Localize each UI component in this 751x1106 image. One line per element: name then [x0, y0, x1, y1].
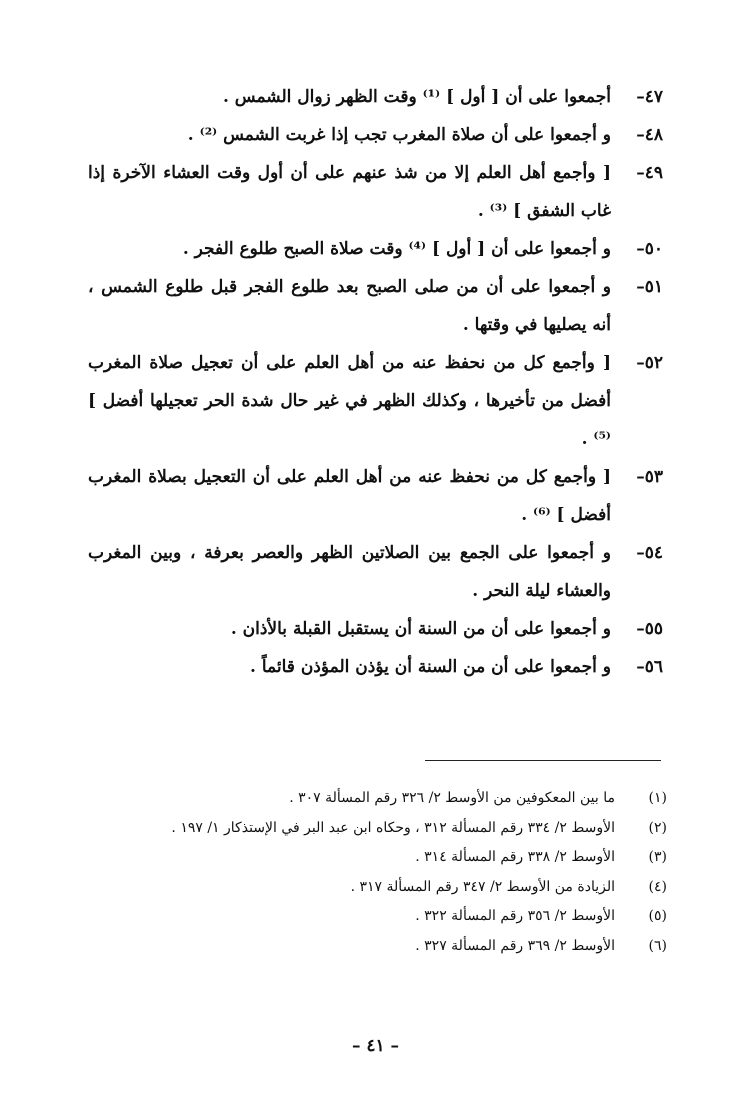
list-item: [88, 116, 663, 154]
item-number: ٥١–: [636, 277, 663, 297]
item-text: و أجمعوا على الجمع بين الصلاتين الظهر والعصر بعرفة ، وبين المغرب والعشاء ليلة النحر .: [88, 543, 611, 601]
list-item: [88, 230, 663, 268]
footnote-number: (٤): [648, 878, 667, 895]
footnote-text: الزيادة من الأوسط ٢/ ٣٤٧ رقم المسألة ٣١٧ .: [350, 878, 615, 895]
item-number: ٤٧–: [636, 87, 663, 107]
footnote-number: (١): [648, 790, 667, 806]
list-item: [88, 78, 663, 116]
footnote-text: ما بين المعكوفين من الأوسط ٢/ ٣٢٦ رقم المسألة ٣٠٧ .: [289, 790, 615, 806]
item-text: و أجمعوا على أن صلاة المغرب تجب إذا غربت الشمس ⁽²⁾ .: [187, 125, 611, 145]
item-number: ٥٠–: [636, 239, 663, 259]
item-text: أجمعوا على أن [ أول ] ⁽¹⁾ وقت الظهر زوال الشمس .: [222, 87, 611, 107]
footnote-text: الأوسط ٢/ ٣٣٤ رقم المسألة ٣١٢ ، وحكاه ابن عبد البر في الإستذكار ١/ ١٩٧ .: [171, 819, 615, 836]
item-number: ٤٨–: [636, 125, 663, 145]
footnote-text: الأوسط ٢/ ٣٣٨ رقم المسألة ٣١٤ .: [415, 849, 615, 865]
item-text: و أجمعوا على أن من السنة أن يستقبل القبلة بالأذان .: [230, 619, 611, 639]
list-item: [88, 344, 663, 458]
footnote-number: (٣): [648, 849, 667, 865]
footnote: [107, 902, 667, 932]
item-number: ٥٦–: [636, 657, 663, 677]
item-number: ٥٤–: [636, 543, 663, 563]
item-number: ٥٢–: [636, 353, 663, 373]
item-text: و أجمعوا على أن [ أول ] ⁽⁴⁾ وقت صلاة الصبح طلوع الفجر .: [182, 239, 611, 259]
item-text: و أجمعوا على أن من السنة أن يؤذن المؤذن قائماً .: [250, 657, 611, 677]
footnote: [107, 932, 667, 962]
item-text: [ وأجمع كل من نحفظ عنه من أهل العلم على أن التعجيل بصلاة المغرب أفضل ] ⁽⁶⁾ .: [88, 467, 611, 525]
footnote-divider: [425, 760, 661, 761]
footnote: [107, 843, 667, 873]
footnotes: [107, 784, 667, 961]
item-number: ٥٥–: [636, 619, 663, 639]
item-text: [ وأجمع كل من نحفظ عنه من أهل العلم على أن تعجيل صلاة المغرب أفضل من تأخيرها ، وكذلك الظهر في غير حال شدة الحر تعجيلها أفضل ] ⁽⁵⁾ .: [88, 353, 611, 449]
page-number: – ٤١ –: [351, 1036, 400, 1056]
footnote-number: (٦): [648, 937, 667, 954]
footnote-text: الأوسط ٢/ ٣٥٦ رقم المسألة ٣٢٢ .: [415, 908, 615, 924]
list-item: [88, 534, 663, 610]
footnote: [107, 814, 667, 844]
list-item: [88, 268, 663, 344]
footnote-text: الأوسط ٢/ ٣٦٩ رقم المسألة ٣٢٧ .: [415, 937, 615, 954]
footnote: [107, 873, 667, 903]
item-text: و أجمعوا على أن من صلى الصبح بعد طلوع الفجر قبل طلوع الشمس ، أنه يصليها في وقتها .: [88, 277, 611, 335]
footnote-number: (٥): [648, 908, 667, 924]
list-item: [88, 458, 663, 534]
footnote: [107, 784, 667, 814]
item-text: [ وأجمع أهل العلم إلا من شذ عنهم على أن أول وقت العشاء الآخرة إذا غاب الشفق ] ⁽³⁾ .: [88, 163, 611, 221]
list-item: [88, 610, 663, 648]
item-number: ٥٣–: [636, 467, 663, 487]
list-item: [88, 154, 663, 230]
item-number: ٤٩–: [636, 163, 663, 183]
footnote-number: (٢): [648, 819, 667, 836]
list-item: [88, 648, 663, 686]
item-list: [88, 78, 663, 686]
